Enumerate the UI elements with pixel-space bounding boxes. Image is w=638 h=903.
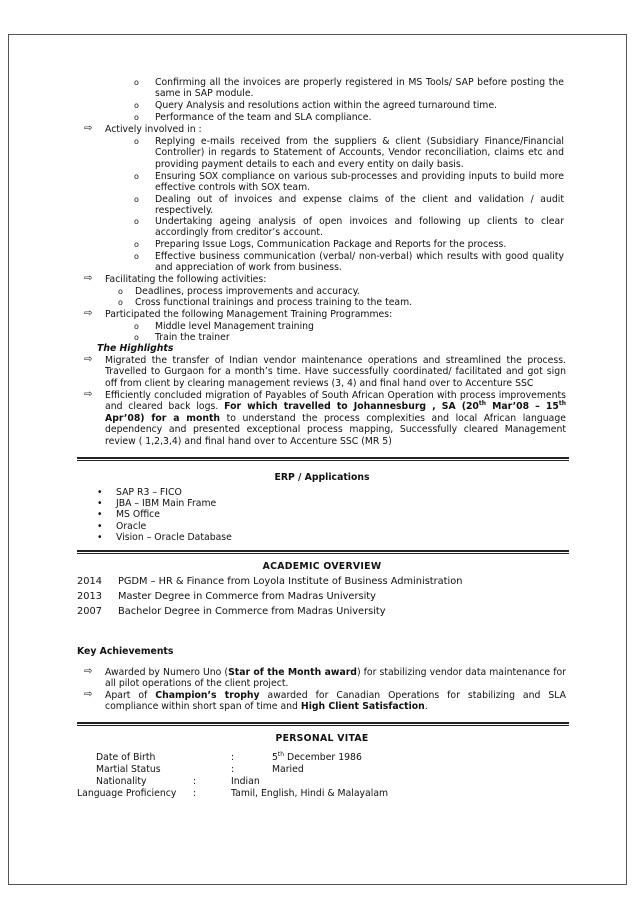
circle-bullet-icon: o: [134, 333, 139, 342]
nationality-label: Nationality: [96, 776, 147, 787]
list-item: o Middle level Management training: [134, 321, 314, 332]
list-item: ⇨ Efficiently concluded migration of Payables of South African Operation with process improvements and cleared back logs. For which travelled to Johannesburg , SA (20th Mar’08 – 15th Apr’08) for a month to understand the process complexities and local African language dependency and presented exceptional process mapping, Successfully cleared Management review ( 1,2,3,4) and final hand over to Accenture SSC (MR 5): [84, 389, 566, 447]
list-item: ⇨ Migrated the transfer of Indian vendor maintenance operations and streamlined the process. Travelled to Gurgaon for a month’s time. Have successfully coordinated/ facilitated and got sign off from client by clearing management reviews (3, 4) and final hand over to Accenture SSC: [84, 354, 566, 389]
circle-bullet-icon: o: [134, 240, 139, 249]
list-item: ⇨ Facilitating the following activities:: [84, 273, 267, 285]
list-item: o Deadlines, process improvements and accuracy.: [118, 286, 360, 297]
circle-bullet-icon: o: [118, 287, 123, 296]
circle-bullet-icon: o: [134, 137, 139, 146]
list-item: o Replying e-mails received from the suppliers & client (Subsidiary Finance/Financial Controller) in regards to Statement of Accounts, Vendor reconciliation, claims etc and providing payment details to each and every entity on daily basis.: [134, 136, 564, 170]
circle-bullet-icon: o: [134, 322, 139, 331]
academic-degree: PGDM – HR & Finance from Loyola Institute of Business Administration: [118, 576, 463, 587]
section-divider: [77, 550, 569, 554]
personal-title: PERSONAL VITAE: [275, 733, 369, 744]
circle-bullet-icon: o: [134, 195, 139, 204]
arrow-bullet-icon: ⇨: [84, 666, 93, 677]
academic-year: 2013: [77, 591, 102, 602]
section-divider: [77, 457, 569, 461]
list-item: ⇨ Actively involved in :: [84, 123, 202, 135]
list-item: ⇨ Apart of Champion’s trophy awarded for Canadian Operations for stabilizing and SLA compliance within short span of time and High Client Satisfaction.: [84, 689, 566, 713]
arrow-bullet-icon: ⇨: [84, 273, 93, 284]
list-item: o Train the trainer: [134, 332, 230, 343]
arrow-bullet-icon: ⇨: [84, 354, 93, 365]
arrow-bullet-icon: ⇨: [84, 123, 93, 134]
dob-label: Date of Birth: [96, 752, 156, 763]
dob-value: 5th December 1986: [272, 750, 362, 763]
list-item: o Confirming all the invoices are properly registered in MS Tools/ SAP before posting the same in SAP module.: [134, 77, 564, 100]
arrow-bullet-icon: ⇨: [84, 689, 93, 700]
academic-year: 2014: [77, 576, 102, 587]
language-label: Language Proficiency: [77, 788, 177, 799]
list-item: ⇨ Participated the following Management Training Programmes:: [84, 308, 393, 320]
list-item: o Undertaking ageing analysis of open invoices and following up clients to clear accordingly from creditor’s account.: [134, 216, 564, 239]
colon: :: [193, 776, 197, 787]
circle-bullet-icon: o: [134, 101, 139, 110]
circle-bullet-icon: o: [134, 172, 139, 181]
bullet-icon: •: [97, 521, 103, 532]
arrow-bullet-icon: ⇨: [84, 389, 93, 400]
bullet-icon: •: [97, 487, 103, 498]
list-item: o Ensuring SOX compliance on various sub-processes and providing inputs to build more effective controls with SOX team.: [134, 171, 564, 194]
bullet-icon: •: [97, 498, 103, 509]
achievements-title: Key Achievements: [77, 646, 174, 657]
language-value: Tamil, English, Hindi & Malayalam: [231, 788, 389, 799]
marital-label: Martial Status: [96, 764, 161, 775]
section-divider: [77, 722, 569, 726]
marital-value: Maried: [272, 764, 304, 775]
bullet-icon: •: [97, 509, 103, 520]
circle-bullet-icon: o: [134, 217, 139, 226]
list-item: o Effective business communication (verbal/ non-verbal) which results with good quality and appreciation of work from business.: [134, 251, 564, 274]
list-item: o Performance of the team and SLA compliance.: [134, 112, 372, 123]
erp-title: ERP / Applications: [274, 472, 370, 483]
circle-bullet-icon: o: [118, 298, 123, 307]
circle-bullet-icon: o: [134, 113, 139, 122]
list-item: o Cross functional trainings and process training to the team.: [118, 297, 413, 308]
colon: :: [193, 788, 197, 799]
arrow-bullet-icon: ⇨: [84, 308, 93, 319]
nationality-value: Indian: [231, 776, 260, 787]
list-item: o Query Analysis and resolutions action within the agreed turnaround time.: [134, 100, 498, 111]
colon: :: [231, 752, 235, 763]
academic-year: 2007: [77, 606, 102, 617]
academic-title: ACADEMIC OVERVIEW: [262, 561, 382, 572]
circle-bullet-icon: o: [134, 78, 139, 87]
list-item: ⇨ Awarded by Numero Uno (Star of the Month award) for stabilizing vendor data maintenance for all pilot operations of the client project.: [84, 666, 566, 690]
list-item: o Dealing out of invoices and expense claims of the client and validation / audit respectively.: [134, 194, 564, 217]
academic-degree: Bachelor Degree in Commerce from Madras University: [118, 606, 386, 617]
academic-degree: Master Degree in Commerce from Madras University: [118, 591, 376, 602]
bullet-icon: •: [97, 532, 103, 543]
list-item: o Preparing Issue Logs, Communication Package and Reports for the process.: [134, 239, 507, 250]
highlights-heading: The Highlights: [97, 343, 174, 354]
colon: :: [231, 764, 235, 775]
circle-bullet-icon: o: [134, 252, 139, 261]
